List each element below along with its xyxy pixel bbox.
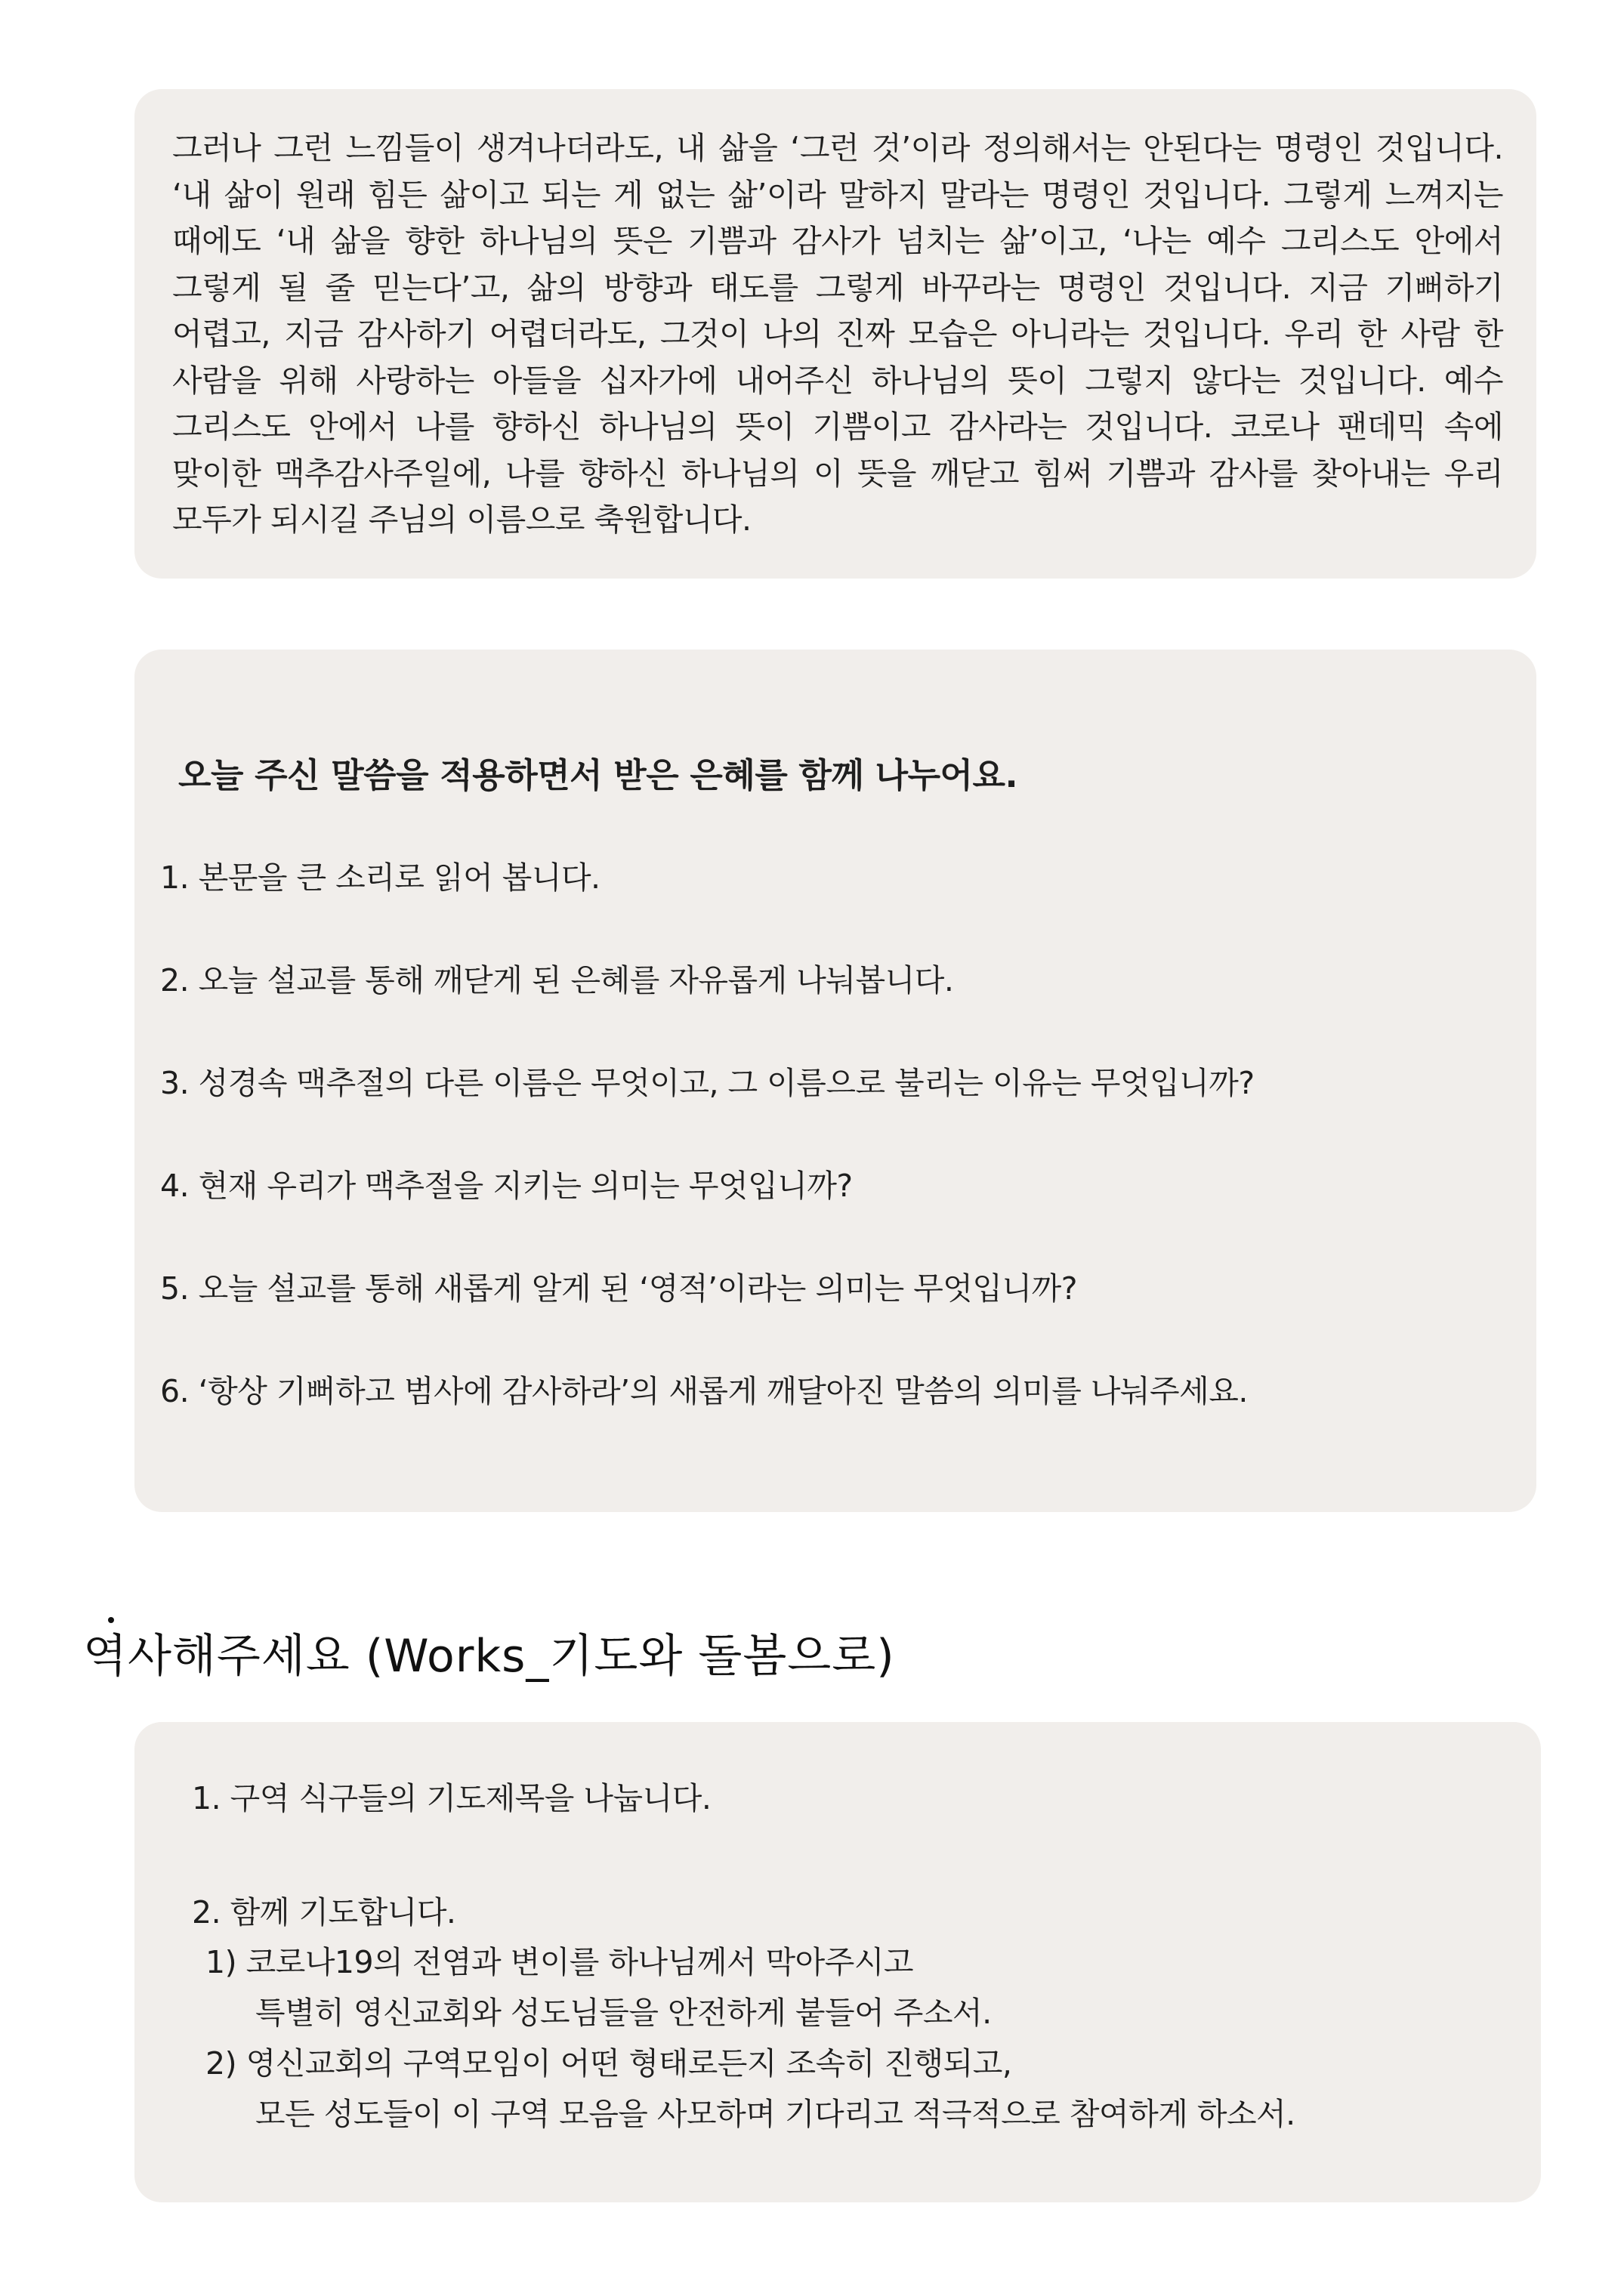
question-item: 6. ‘항상 기뻐하고 범사에 감사하라’의 새롭게 깨달아진 말씀의 의미를 나눠주세요.	[160, 1373, 1248, 1409]
question-item: 5. 오늘 설교를 통해 새롭게 알게 된 ‘영적’이라는 의미는 무엇입니까?	[160, 1270, 1077, 1307]
sharing-heading: 오늘 주신 말씀을 적용하면서 받은 은혜를 함께 나누어요.	[178, 755, 1018, 795]
prayer-box	[134, 1722, 1541, 2202]
prayer-subitem: 2) 영신교회의 구역모임이 어떤 형태로든지 조속히 진행되고,	[205, 2045, 1012, 2082]
prayer-subitem: 1) 코로나19의 전염과 변이를 하나님께서 막아주시고	[205, 1944, 914, 1980]
question-item: 3. 성경속 맥추절의 다른 이름은 무엇이고, 그 이름으로 불리는 이유는 무엇입니까?	[160, 1065, 1255, 1101]
question-item: 2. 오늘 설교를 통해 깨닫게 된 은혜를 자유롭게 나눠봅니다.	[160, 962, 954, 998]
question-item: 1. 본문을 큰 소리로 읽어 봅니다.	[160, 859, 601, 896]
prayer-subitem-continuation: 특별히 영신교회와 성도님들을 안전하게 붙들어 주소서.	[255, 1995, 992, 2031]
title-dot-ornament	[108, 1617, 114, 1623]
sermon-paragraph: 그러나 그런 느낌들이 생겨나더라도, 내 삶을 ‘그런 것’이라 정의해서는 안된다는 명령인 것입니다. ‘내 삶이 원래 힘든 삶이고 되는 게 없는 삶’이라 말하지 말라는 명령인 것입니다. 그렇게 느껴지는 때에도 ‘내 삶을 향한 하나님의 뜻은 기쁨과 감사가 넘치는 삶’이고, ‘나는 예수 그리스도 안에서 그렇게 될 줄 믿는다’고, 삶의 방향과 태도를 그렇게 바꾸라는 명령인 것입니다. 지금 기뻐하기 어렵고, 지금 감사하기 어렵더라도, 그것이 나의 진짜 모습은 아니라는 것입니다. 우리 한 사람 한 사람을 위해 사랑하는 아들을 십자가에 내어주신 하나님의 뜻이 그렇지 않다는 것입니다. 예수 그리스도 안에서 나를 향하신 하나님의 뜻이 기쁨이고 감사라는 것입니다. 코로나 팬데믹 속에 맞이한 맥추감사주일에, 나를 향하신 하나님의 이 뜻을 깨닫고 힘써 기쁨과 감사를 찾아내는 우리 모두가 되시길 주님의 이름으로 축원합니다.	[172, 130, 1503, 538]
section-title-text: 역사해주세요 (Works_기도와 돌봄으로)	[83, 1630, 895, 1683]
sermon-conclusion-box	[134, 89, 1536, 579]
prayer-item: 2. 함께 기도합니다.	[192, 1894, 456, 1930]
section-title	[83, 1620, 895, 1685]
question-item: 4. 현재 우리가 맥추절을 지키는 의미는 무엇입니까?	[160, 1168, 853, 1204]
prayer-subitem-continuation: 모든 성도들이 이 구역 모음을 사모하며 기다리고 적극적으로 참여하게 하소서.	[255, 2096, 1295, 2132]
sharing-questions-box	[134, 650, 1536, 1512]
prayer-item: 1. 구역 식구들의 기도제목을 나눕니다.	[192, 1780, 712, 1816]
